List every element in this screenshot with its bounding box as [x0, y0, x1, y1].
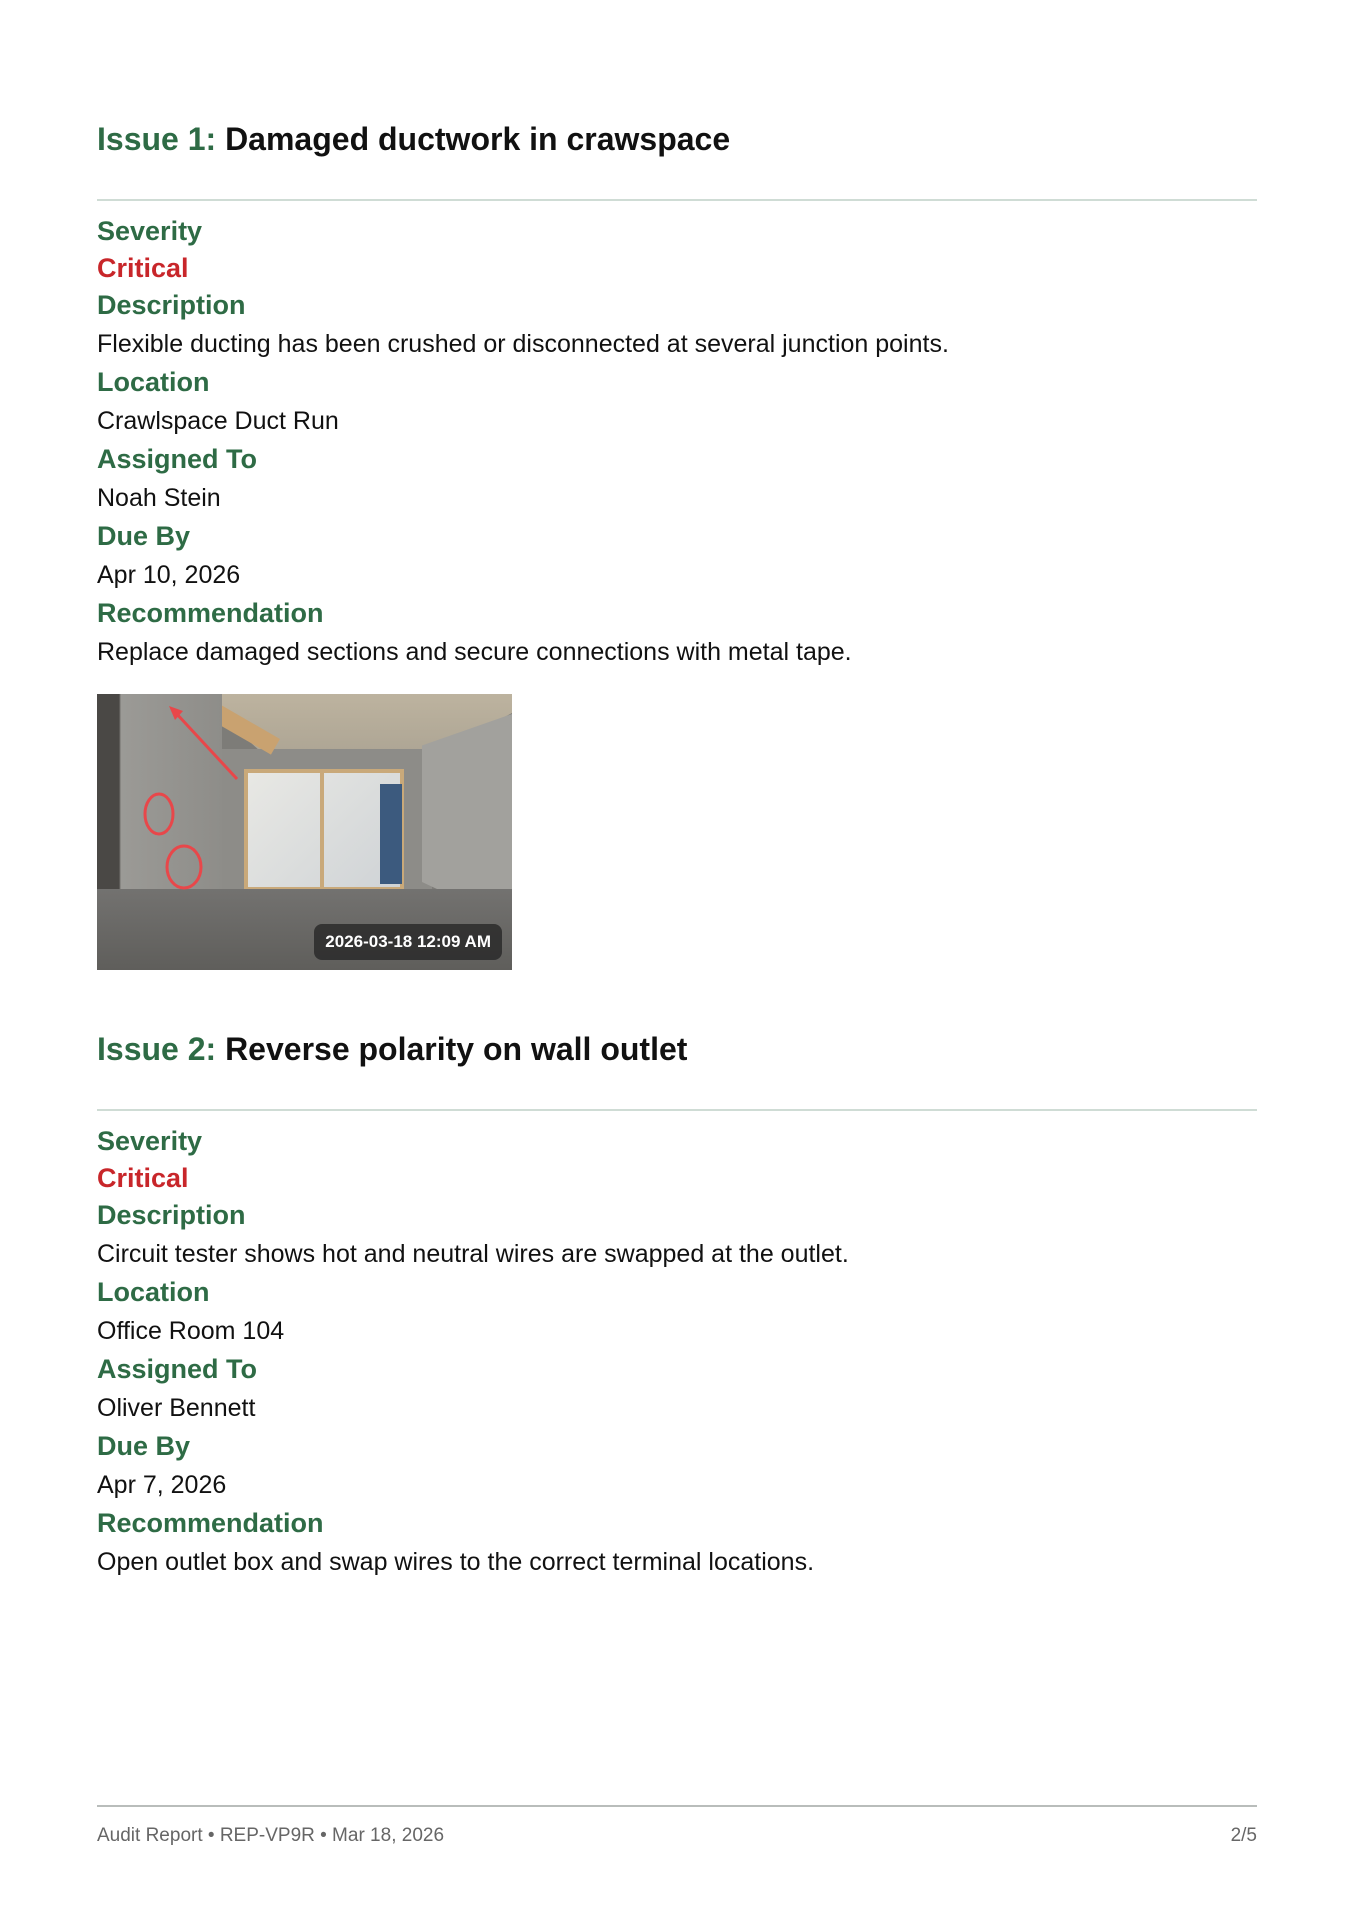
assigned-label: Assigned To	[97, 1354, 258, 1384]
due-label: Due By	[97, 521, 191, 551]
description-label: Description	[97, 290, 246, 320]
severity-label: Severity	[97, 216, 203, 246]
recommendation-value: Replace damaged sections and secure connections with metal tape.	[97, 638, 852, 666]
description-value: Flexible ducting has been crushed or disconnected at several junction points.	[97, 330, 949, 358]
issue-title: Issue 2: Reverse polarity on wall outlet	[97, 1031, 688, 1067]
location-value: Crawlspace Duct Run	[97, 407, 339, 435]
divider	[97, 199, 1257, 201]
recommendation-label: Recommendation	[97, 1508, 324, 1538]
severity-value: Critical	[97, 253, 189, 283]
recommendation-label: Recommendation	[97, 598, 324, 628]
assigned-value: Oliver Bennett	[97, 1394, 256, 1422]
description-label: Description	[97, 1200, 246, 1230]
page-footer	[97, 1825, 1257, 1847]
page-number: 2/5	[1230, 1825, 1257, 1846]
issue-photo[interactable]	[97, 694, 512, 970]
location-value: Office Room 104	[97, 1317, 285, 1345]
recommendation-value: Open outlet box and swap wires to the correct terminal locations.	[97, 1548, 815, 1576]
due-label: Due By	[97, 1431, 191, 1461]
issue-2	[97, 1027, 1257, 1582]
location-label: Location	[97, 367, 210, 397]
severity-label: Severity	[97, 1126, 203, 1156]
due-value: Apr 10, 2026	[97, 561, 241, 589]
description-value: Circuit tester shows hot and neutral wires are swapped at the outlet.	[97, 1240, 849, 1268]
photo-timestamp: 2026-03-18 12:09 AM	[314, 924, 502, 960]
location-label: Location	[97, 1277, 210, 1307]
assigned-label: Assigned To	[97, 444, 258, 474]
due-value: Apr 7, 2026	[97, 1471, 227, 1499]
issue-title: Issue 1: Damaged ductwork in crawspace	[97, 121, 731, 157]
severity-value: Critical	[97, 1163, 189, 1193]
issue-1	[97, 117, 1257, 970]
divider	[97, 1109, 1257, 1111]
footer-report-info: Audit Report • REP-VP9R • Mar 18, 2026	[97, 1825, 445, 1846]
footer-divider	[97, 1805, 1257, 1807]
assigned-value: Noah Stein	[97, 484, 221, 512]
